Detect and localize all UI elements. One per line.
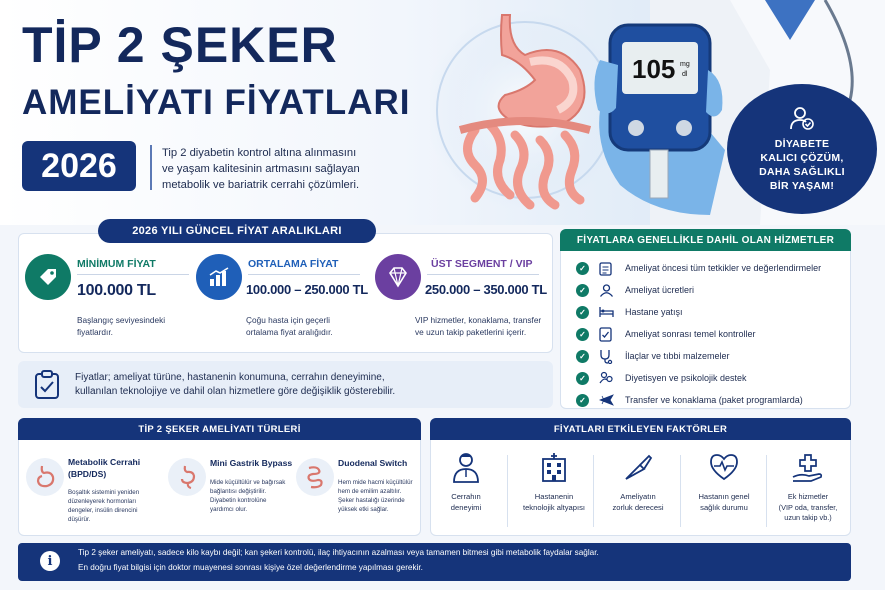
title-line-2: AMELİYATI FİYATLARI: [22, 83, 411, 122]
people-icon: [599, 371, 615, 385]
label-line: Hastanın genel: [698, 492, 750, 501]
included-label: Ameliyat ücretleri: [625, 285, 695, 295]
title-line-1: TİP 2 ŞEKER: [22, 17, 338, 73]
price-note: [75, 371, 545, 399]
stomach-bypass-icon: [168, 458, 206, 496]
desc-line: Hem mide hacmi küçültülür: [338, 479, 413, 486]
included-services-header: FİYATLARA GENELLİKLE DAHİL OLAN HİZMETLER: [560, 229, 851, 251]
label-line: Hastanenin: [534, 492, 574, 501]
surgery-type-card: [164, 452, 296, 532]
price-label: ORTALAMA FİYAT: [248, 258, 339, 270]
surgery-type-description: [338, 478, 424, 514]
subtitle-line: metabolik ve bariatrik cerrahi çözümleri.: [162, 179, 360, 191]
included-label: Diyetisyen ve psikolojik destek: [625, 373, 747, 383]
surgery-types-header: TİP 2 ŞEKER AMELİYATI TÜRLERİ: [18, 418, 421, 440]
clipboard-check-icon: [34, 370, 60, 405]
included-item: [576, 303, 683, 321]
surgery-type-description: [210, 478, 296, 514]
footer-line: Tip 2 şeker ameliyatı, sadece kilo kaybı değil; kan şekeri kontrolü, ilaç ihtiyacının azalması veya tamamen bitmesi gibi metabolik faydalar sağlar.: [78, 548, 599, 557]
check-icon: ✓: [576, 328, 589, 341]
meter-value: 105: [632, 54, 676, 84]
factor-item: [506, 448, 602, 534]
divider: [248, 274, 360, 275]
included-label: İlaçlar ve tıbbi malzemeler: [625, 351, 730, 361]
divider: [427, 274, 539, 275]
factor-item: [424, 448, 508, 534]
badge-line: DİYABETE: [774, 138, 830, 150]
diamond-icon: [375, 254, 421, 300]
svg-text:dl: dl: [682, 71, 688, 78]
desc-line: bağlantısı değiştirilir.: [210, 488, 267, 495]
divider: [150, 145, 152, 190]
factor-label: [424, 492, 508, 513]
doctor-icon: [424, 448, 508, 486]
price-card-average: [196, 252, 366, 348]
subtitle-line: ve yaşam kalitesinin artmasını sağlayan: [162, 163, 360, 175]
surgery-type-card: [22, 452, 154, 532]
desc-line: dengeler, insülin direncini: [68, 507, 138, 514]
check-icon: ✓: [576, 350, 589, 363]
price-card-minimum: [25, 252, 195, 348]
included-label: Hastane yatışı: [625, 307, 683, 317]
price-value: 250.000 – 350.000 TL: [425, 282, 547, 297]
divider: [593, 455, 594, 527]
solution-badge: [727, 84, 877, 214]
desc-line: Diyabetin kontrolüne: [210, 497, 267, 504]
desc-line: VIP hizmetler, konaklama, transfer: [415, 315, 542, 325]
hospital-icon: [506, 448, 602, 486]
price-factors-header: FİYATLARI ETKİLEYEN FAKTÖRLER: [430, 418, 851, 440]
surgery-type-name: [338, 457, 424, 469]
included-item: [576, 391, 803, 409]
name-line: Metabolik Cerrahi: [68, 457, 141, 467]
factor-label: [596, 492, 680, 513]
scalpel-icon: [596, 448, 680, 486]
info-icon: i: [40, 551, 60, 571]
desc-line: Boşaltık sistemini yeniden: [68, 489, 140, 496]
user-check-icon: [789, 105, 815, 131]
price-label: MİNİMUM FİYAT: [77, 258, 156, 270]
desc-line: ve uzun takip paketlerini içerir.: [415, 327, 527, 337]
bar-chart-icon: [196, 254, 242, 300]
svg-text:mg: mg: [680, 61, 690, 68]
desc-line: Mide küçültülür ve bağırsak: [210, 479, 286, 486]
included-label: Transfer ve konaklama (paket programlarda): [625, 395, 803, 405]
tag-icon: [25, 254, 71, 300]
label-line: deneyimi: [450, 502, 482, 512]
price-card-vip: [375, 252, 545, 348]
check-icon: ✓: [576, 284, 589, 297]
desc-line: hem de emilim azaltılır.: [338, 488, 402, 495]
price-label: ÜST SEGMENT / VIP: [431, 258, 533, 270]
hand-plus-icon: [766, 448, 850, 486]
factor-label: [506, 492, 602, 513]
price-description: [415, 314, 555, 338]
factor-item: [682, 448, 766, 534]
stethoscope-icon: [599, 349, 615, 364]
included-item: [576, 281, 694, 299]
check-icon: ✓: [576, 394, 589, 407]
subtitle-line: Tip 2 diyabetin kontrol altına alınmasını: [162, 147, 357, 159]
factor-item: [766, 448, 850, 534]
badge-line: DAHA SAĞLIKLI: [759, 166, 845, 178]
desc-line: Şeker hastalığı üzerinde: [338, 497, 405, 504]
note-line: Fiyatlar; ameliyat türüne, hastanenin konumuna, cerrahın deneyimine,: [75, 372, 385, 383]
factor-label: [766, 492, 850, 524]
divider: [77, 274, 189, 275]
name-line: (BPD/DS): [68, 469, 107, 479]
note-line: kullanılan teknolojiye ve dahil olan hizmetlere göre değişiklik gösterebilir.: [75, 386, 396, 397]
included-label: Ameliyat sonrası temel kontroller: [625, 329, 756, 339]
factor-item: [596, 448, 680, 534]
label-line: Cerrahın: [451, 492, 481, 501]
included-label: Ameliyat öncesi tüm tetkikler ve değerlendirmeler: [625, 263, 822, 273]
desc-line: Çoğu hasta için geçerli: [246, 315, 330, 325]
desc-line: yardımcı olur.: [210, 506, 248, 513]
footer-line: En doğru fiyat bilgisi için doktor muayenesi sonrası kişiye özel değerlendirme yapılması gerekir.: [78, 563, 423, 572]
stomach-icon: [26, 458, 64, 496]
bed-icon: [599, 306, 615, 318]
price-description: [77, 314, 207, 338]
name-line: Mini Gastrik Bypass: [210, 458, 293, 468]
included-item: [576, 325, 756, 343]
included-item: [576, 259, 821, 277]
label-line: sağlık durumu: [700, 502, 748, 512]
badge-line: BİR YAŞAM!: [769, 180, 835, 192]
price-value: 100.000 TL: [77, 282, 156, 299]
desc-line: fiyatlardır.: [77, 327, 113, 337]
label-line: Ameliyatın: [620, 492, 656, 501]
year-badge: 2026: [22, 141, 136, 191]
price-description: [246, 314, 376, 338]
intestine-icon: [296, 458, 334, 496]
heart-pulse-icon: [682, 448, 766, 486]
included-item: [576, 369, 747, 387]
surgeon-icon: [599, 284, 615, 297]
desc-line: düşürür.: [68, 516, 91, 523]
surgery-type-description: [68, 488, 154, 524]
surgery-type-name: [68, 456, 154, 480]
included-item: [576, 347, 730, 365]
surgery-type-name: [210, 457, 296, 469]
desc-line: yüksek etki sağlar.: [338, 506, 389, 513]
label-line: teknolojik altyapısı: [522, 502, 586, 512]
desc-line: ortalama fiyat aralığıdır.: [246, 327, 333, 337]
label-line: uzun takip vb.): [784, 513, 832, 522]
price-value: 100.000 – 250.000 TL: [246, 282, 368, 297]
desc-line: Başlangıç seviyesindeki: [77, 315, 166, 325]
clipboard-icon: [599, 261, 615, 276]
check-icon: ✓: [576, 262, 589, 275]
desc-line: düzenleyerek hormonları: [68, 498, 137, 505]
label-line: (VIP oda, transfer,: [778, 502, 838, 512]
surgery-type-card: [292, 452, 424, 532]
check-icon: ✓: [576, 372, 589, 385]
check-icon: ✓: [576, 306, 589, 319]
label-line: Ek hizmetler: [787, 492, 829, 501]
price-ranges-header: 2026 YILI GÜNCEL FİYAT ARALIKLARI: [98, 219, 376, 243]
badge-line: KALICI ÇÖZÜM,: [760, 152, 844, 164]
plane-icon: [599, 393, 615, 407]
checklist-icon: [599, 327, 615, 342]
divider: [680, 455, 681, 527]
factor-label: [682, 492, 766, 513]
subtitle: [162, 145, 422, 193]
label-line: zorluk derecesi: [612, 502, 664, 512]
name-line: Duodenal Switch: [338, 458, 408, 468]
